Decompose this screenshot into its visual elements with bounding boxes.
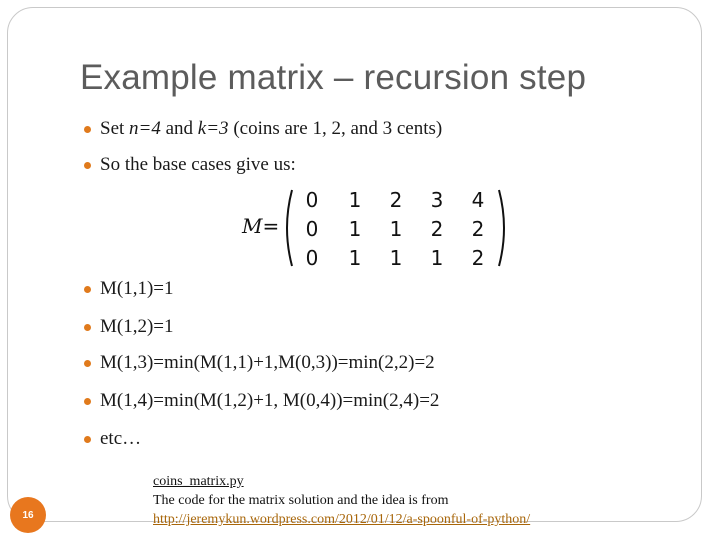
right-paren-icon xyxy=(497,188,511,268)
matrix-cell: 3 xyxy=(430,188,444,212)
left-paren-icon xyxy=(280,188,294,268)
bullet-dot-icon xyxy=(84,360,91,367)
bullet-dot-icon xyxy=(84,398,91,405)
bullet-text: M(1,4)=min(M(1,2)+1, M(0,4))=min(2,4)=2 xyxy=(100,390,440,411)
bullet-dot-icon xyxy=(84,286,91,293)
matrix-cell: 1 xyxy=(389,217,403,241)
matrix-cell: 2 xyxy=(430,217,444,241)
bullet-text: M(1,3)=min(M(1,1)+1,M(0,3))=min(2,2)=2 xyxy=(100,352,435,373)
page-number-badge: 16 xyxy=(10,497,46,533)
matrix-cell: 2 xyxy=(471,217,485,241)
matrix-cell: 0 xyxy=(305,188,319,212)
matrix-cell: 1 xyxy=(389,246,403,270)
bullet-dot-icon xyxy=(84,436,91,443)
bullet-dot-icon xyxy=(84,126,91,133)
bullet-text: So the base cases give us: xyxy=(100,154,296,175)
matrix-cell: 1 xyxy=(348,217,362,241)
matrix-cell: 1 xyxy=(430,246,444,270)
matrix-cell: 2 xyxy=(389,188,403,212)
matrix-equation xyxy=(242,186,512,268)
matrix-cell: 1 xyxy=(348,188,362,212)
matrix-label: M= xyxy=(242,214,280,238)
bullet-dot-icon xyxy=(84,324,91,331)
footer-notes xyxy=(153,472,530,529)
source-url-link[interactable]: http://jeremykun.wordpress.com/2012/01/12/a-spoonful-of-python/ xyxy=(153,512,531,527)
matrix-cell: 1 xyxy=(348,246,362,270)
slide-title: Example matrix – recursion step xyxy=(80,58,587,97)
bullet-dot-icon xyxy=(84,162,91,169)
source-note: The code for the matrix solution and the idea is from xyxy=(153,493,449,508)
matrix-cell: 4 xyxy=(471,188,485,212)
matrix-cell: 0 xyxy=(305,246,319,270)
bullet-text: Set n=4 and k=3 (coins are 1, 2, and 3 cents) xyxy=(100,118,443,139)
bullet-text: M(1,2)=1 xyxy=(100,316,174,337)
matrix-cell: 0 xyxy=(305,217,319,241)
matrix-cell: 2 xyxy=(471,246,485,270)
source-file-link[interactable]: coins_matrix.py xyxy=(153,474,244,489)
bullet-text: M(1,1)=1 xyxy=(100,278,174,299)
bullet-text: etc… xyxy=(100,428,142,449)
